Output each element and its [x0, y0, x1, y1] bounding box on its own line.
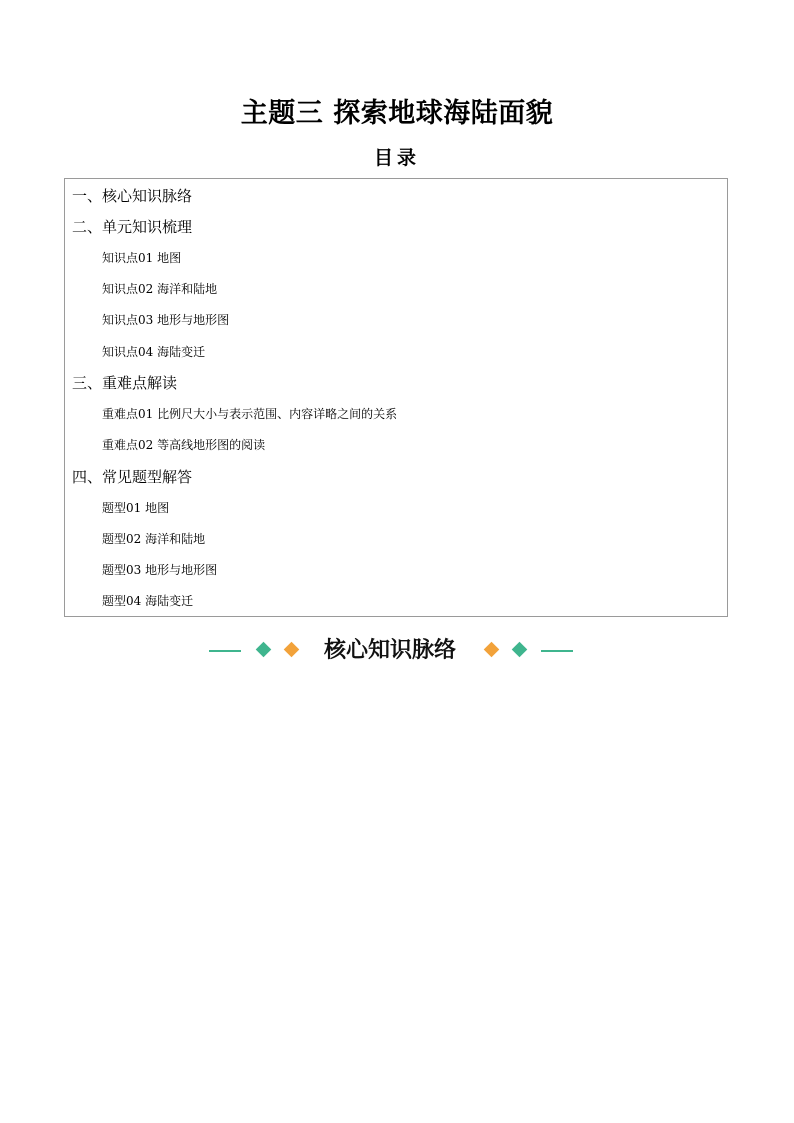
- green-diamond-icon: [512, 642, 528, 658]
- table-of-contents: [64, 178, 728, 617]
- toc-subitem[interactable]: 知识点03 地形与地形图: [102, 313, 230, 327]
- green-diamond-icon: [256, 642, 272, 658]
- toc-subitem[interactable]: 知识点02 海洋和陆地: [102, 282, 218, 296]
- toc-item-core-knowledge[interactable]: 一、核心知识脉络: [72, 187, 193, 205]
- banner-left-line: [209, 650, 241, 652]
- toc-heading: 目录: [373, 147, 420, 169]
- toc-subitem[interactable]: 知识点04 海陆变迁: [102, 345, 206, 359]
- section-title: 核心知识脉络: [323, 638, 456, 663]
- toc-subitem[interactable]: 题型01 地图: [102, 501, 170, 515]
- document-title: 主题三 探索地球海陆面貌: [240, 98, 554, 129]
- toc-subitem[interactable]: 知识点01 地图: [102, 251, 182, 265]
- toc-subitem[interactable]: 题型03 地形与地形图: [102, 563, 218, 577]
- orange-diamond-icon: [484, 642, 500, 658]
- orange-diamond-icon: [284, 642, 300, 658]
- toc-item-question-types[interactable]: 四、常见题型解答: [72, 468, 193, 486]
- toc-item-key-difficulties[interactable]: 三、重难点解读: [72, 374, 178, 392]
- banner-right-line: [541, 650, 573, 652]
- toc-subitem[interactable]: 重难点01 比例尺大小与表示范围、内容详略之间的关系: [102, 407, 398, 421]
- toc-subitem[interactable]: 题型04 海陆变迁: [102, 594, 194, 608]
- toc-item-unit-review[interactable]: 二、单元知识梳理: [72, 218, 193, 236]
- toc-subitem[interactable]: 题型02 海洋和陆地: [102, 532, 206, 546]
- section-banner: [0, 632, 794, 672]
- toc-subitem[interactable]: 重难点02 等高线地形图的阅读: [102, 438, 266, 452]
